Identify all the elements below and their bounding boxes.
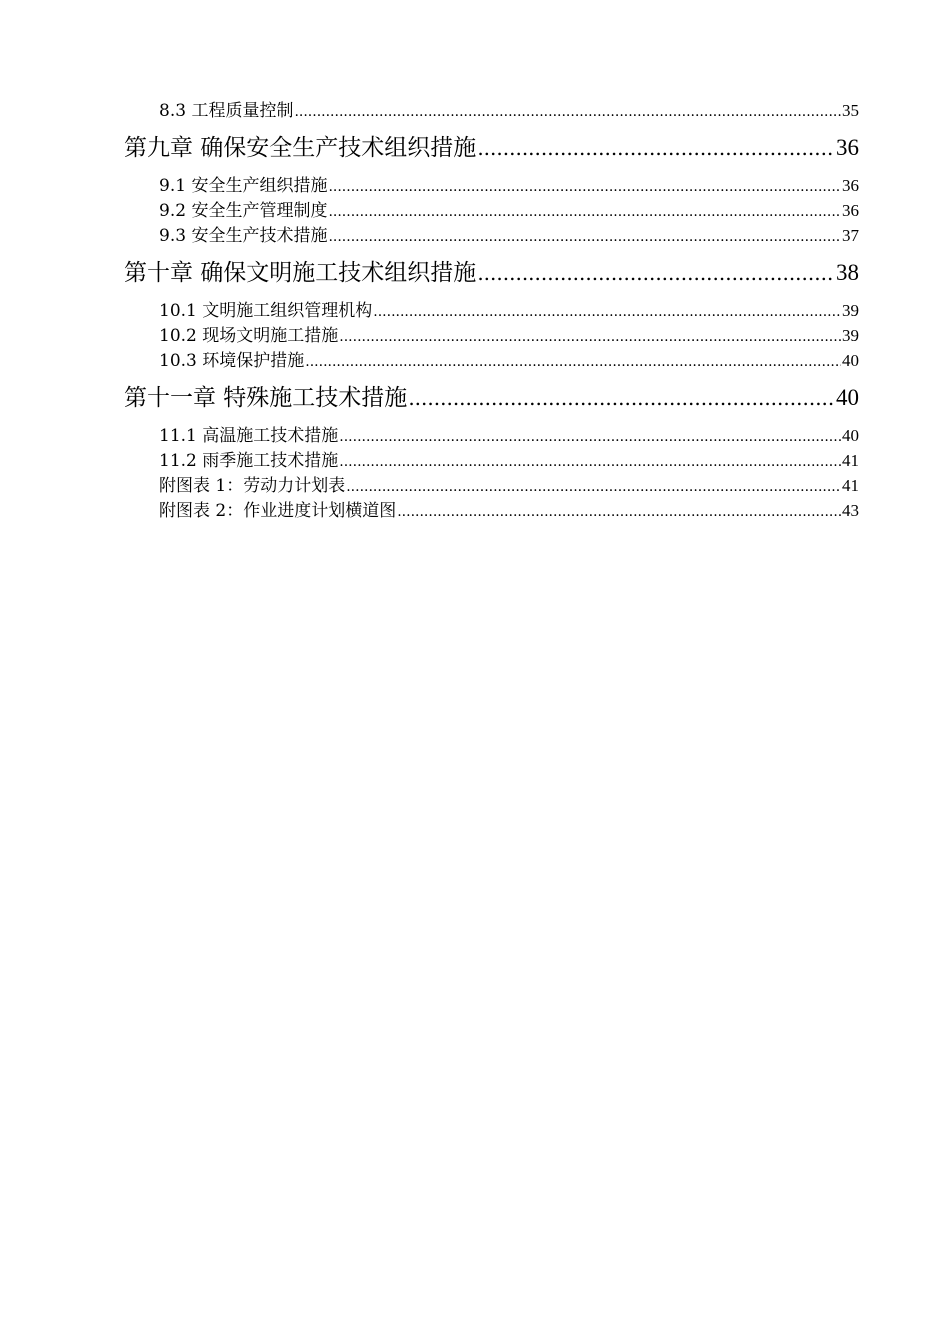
toc-entry-page: 40 — [842, 426, 859, 445]
toc-entry-page: 40 — [842, 351, 859, 370]
dot-leader — [328, 175, 841, 200]
toc-chapter-label: 第九章 确保安全生产技术组织措施 — [124, 135, 477, 161]
toc-entry-label: 11.2 雨季施工技术措施 — [159, 451, 339, 471]
table-of-contents — [124, 98, 859, 523]
toc-entry-label: 附图表 2：作业进度计划横道图 — [159, 501, 397, 521]
toc-entry-11-2[interactable] — [124, 448, 859, 473]
toc-chapter-page: 38 — [836, 260, 859, 285]
toc-chapter-page: 40 — [836, 385, 859, 410]
toc-chapter-label: 第十章 确保文明施工技术组织措施 — [124, 260, 477, 286]
toc-entry-label: 9.3 安全生产技术措施 — [159, 226, 328, 246]
toc-entry-page: 43 — [842, 501, 859, 520]
toc-entry-label: 11.1 高温施工技术措施 — [159, 426, 339, 446]
toc-entry-9-1[interactable] — [124, 173, 859, 198]
dot-leader — [397, 500, 841, 525]
toc-entry-label: 9.2 安全生产管理制度 — [159, 201, 328, 221]
dot-leader — [346, 475, 841, 500]
toc-chapter-9[interactable] — [124, 123, 859, 173]
toc-entry-page: 39 — [842, 301, 859, 320]
toc-entry-page: 39 — [842, 326, 859, 345]
toc-entry-page: 36 — [842, 176, 859, 195]
dot-leader — [339, 450, 841, 475]
toc-entry-10-2[interactable] — [124, 323, 859, 348]
toc-entry-label: 10.3 环境保护措施 — [159, 351, 305, 371]
dot-leader — [339, 425, 841, 450]
toc-entry-page: 37 — [842, 226, 859, 245]
toc-entry-appendix-1[interactable] — [124, 473, 859, 498]
toc-chapter-11[interactable] — [124, 373, 859, 423]
dot-leader — [408, 373, 835, 423]
toc-entry-label: 9.1 安全生产组织措施 — [159, 176, 328, 196]
toc-entry-page: 36 — [842, 201, 859, 220]
toc-entry-page: 35 — [842, 101, 859, 120]
dot-leader — [305, 350, 841, 375]
dot-leader — [373, 300, 841, 325]
dot-leader — [328, 200, 841, 225]
toc-entry-10-3[interactable] — [124, 348, 859, 373]
toc-entry-label: 8.3 工程质量控制 — [159, 101, 294, 121]
toc-entry-label: 10.2 现场文明施工措施 — [159, 326, 339, 346]
toc-entry-page: 41 — [842, 476, 859, 495]
toc-entry-label: 附图表 1：劳动力计划表 — [159, 476, 346, 496]
toc-entry-9-3[interactable] — [124, 223, 859, 248]
dot-leader — [477, 123, 835, 173]
toc-chapter-10[interactable] — [124, 248, 859, 298]
toc-entry-label: 10.1 文明施工组织管理机构 — [159, 301, 373, 321]
toc-chapter-label: 第十一章 特殊施工技术措施 — [124, 385, 408, 411]
toc-entry-10-1[interactable] — [124, 298, 859, 323]
toc-entry-9-2[interactable] — [124, 198, 859, 223]
toc-entry-page: 41 — [842, 451, 859, 470]
dot-leader — [477, 248, 835, 298]
dot-leader — [294, 100, 841, 125]
toc-entry-appendix-2[interactable] — [124, 498, 859, 523]
dot-leader — [339, 325, 841, 350]
toc-chapter-page: 36 — [836, 135, 859, 160]
toc-entry-11-1[interactable] — [124, 423, 859, 448]
dot-leader — [328, 225, 841, 250]
toc-entry-8-3[interactable] — [124, 98, 859, 123]
